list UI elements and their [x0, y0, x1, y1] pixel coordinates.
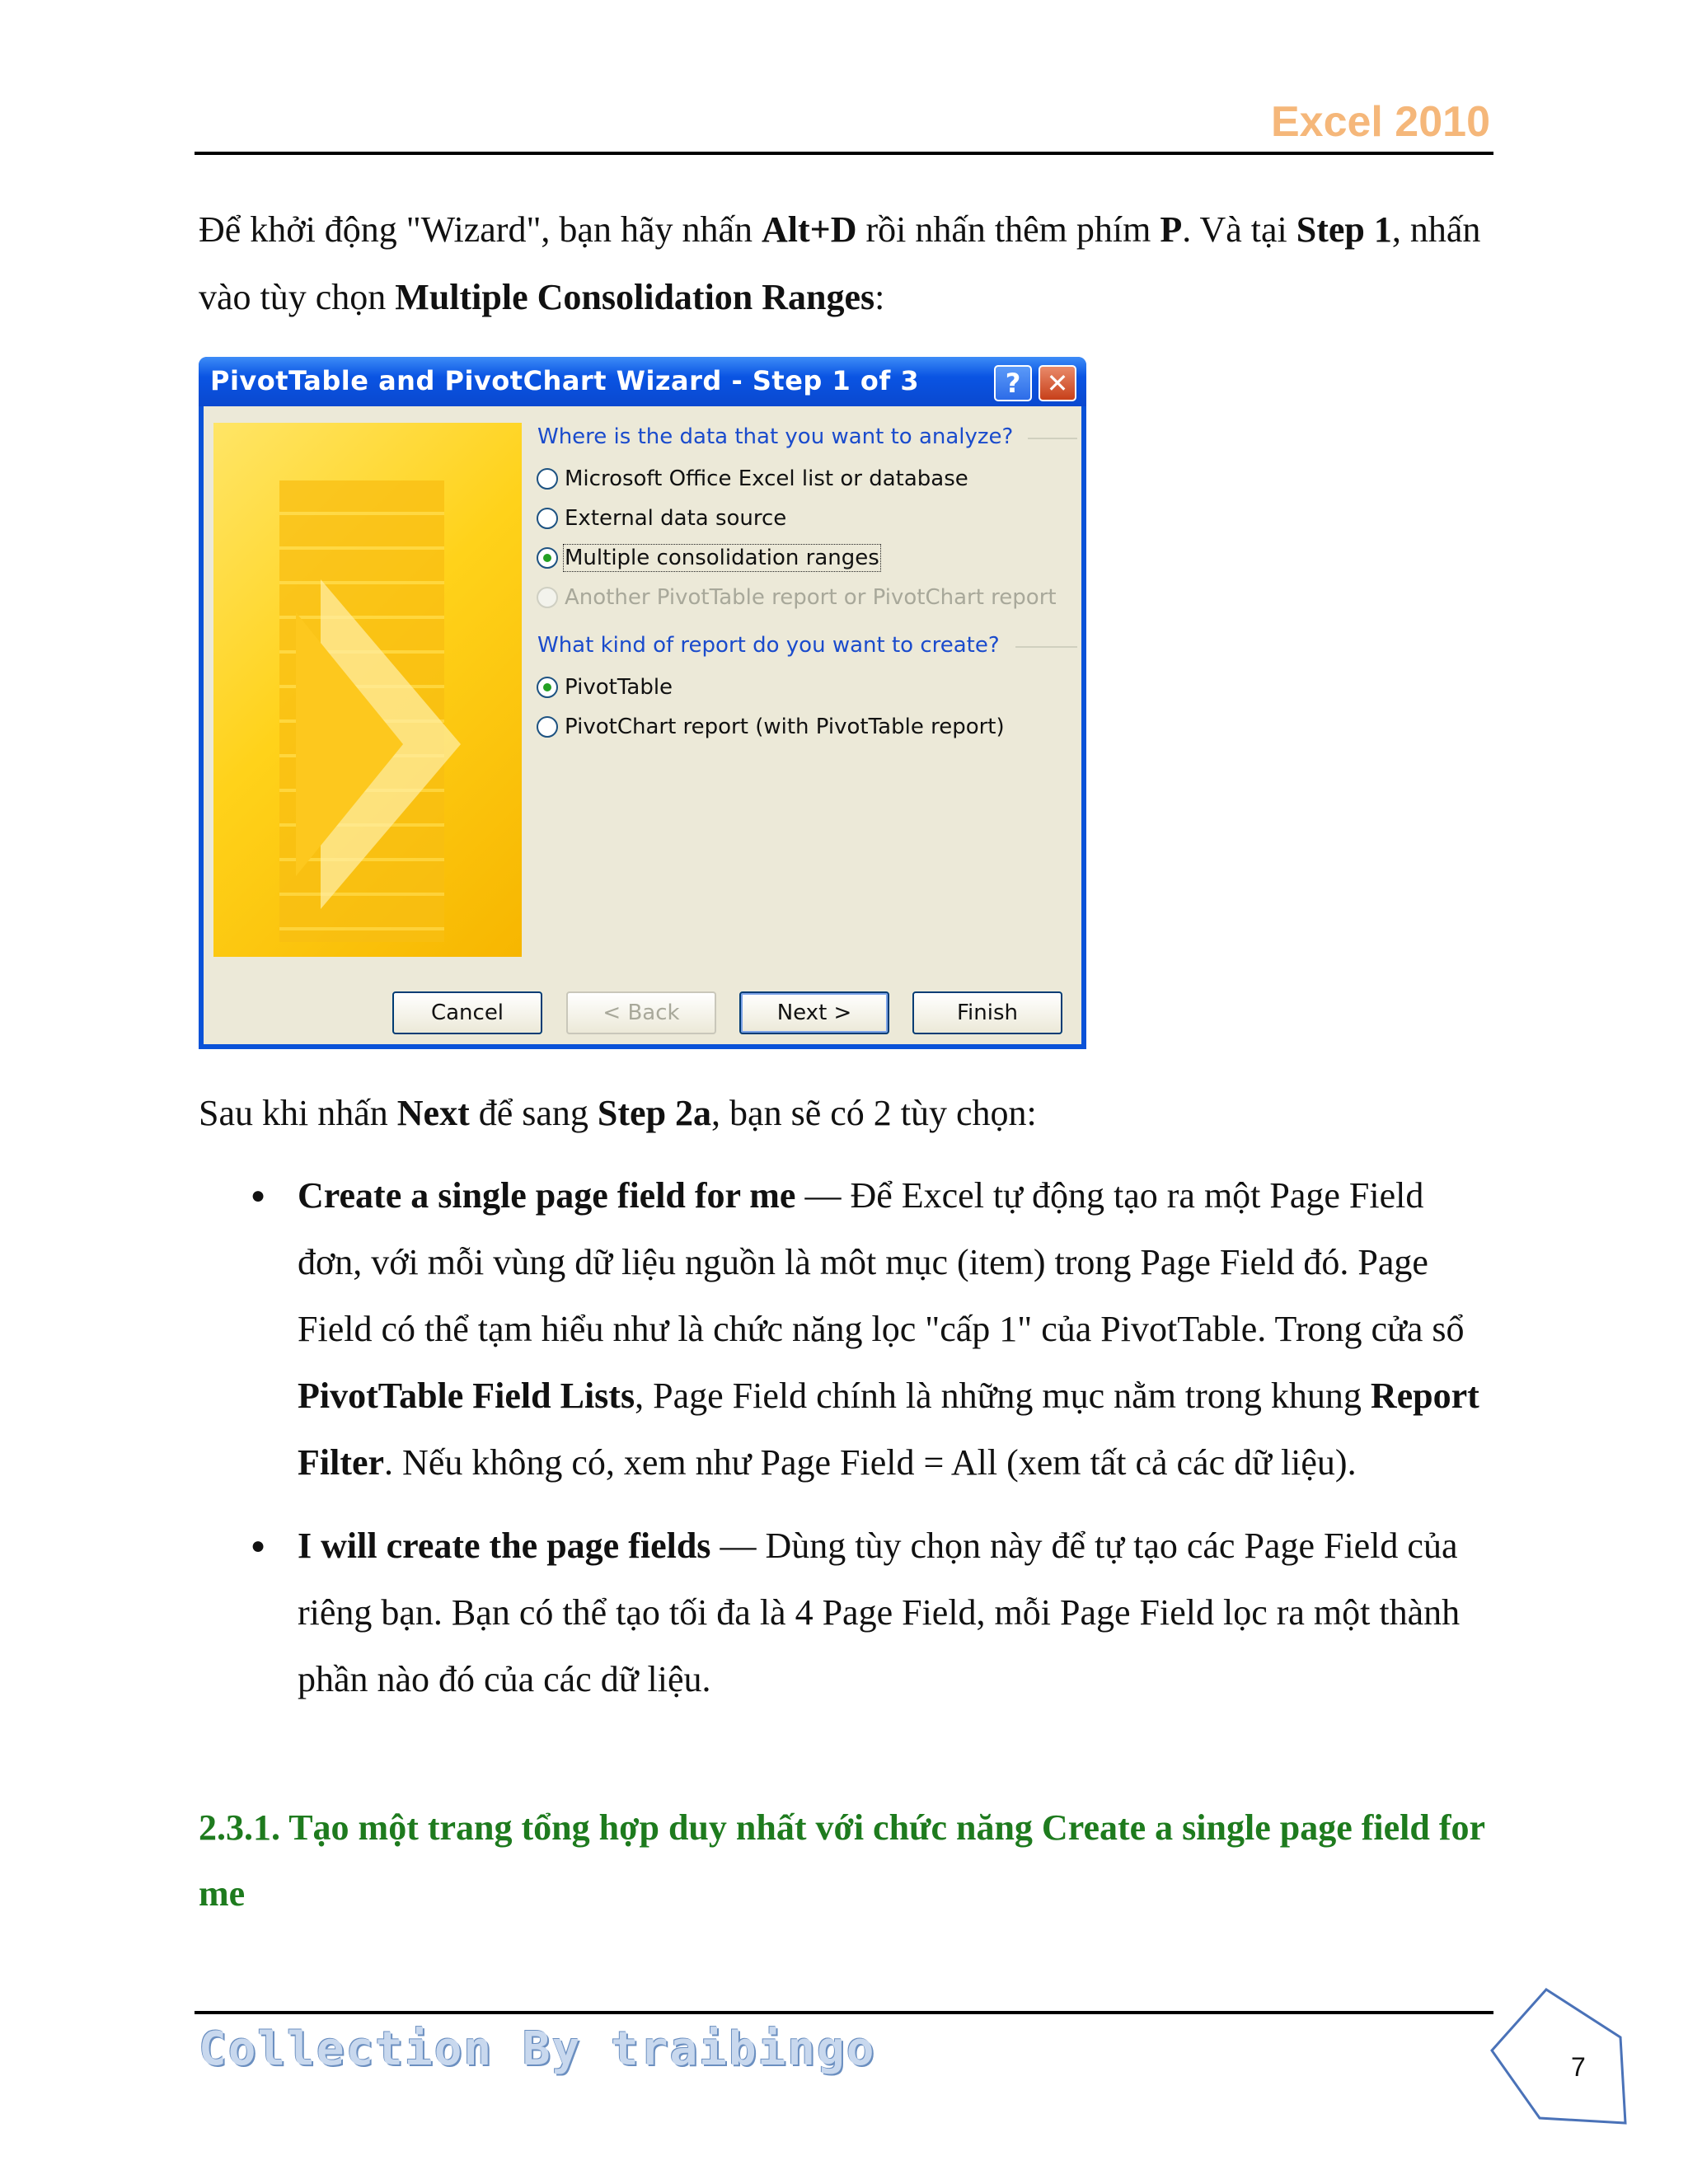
after-text: , bạn sẽ có 2 tùy chọn:: [711, 1093, 1037, 1133]
intro-text: :: [874, 277, 885, 317]
intro-key-altd: Alt+D: [762, 209, 857, 250]
radio-selected-dot: [543, 683, 551, 691]
list-item: [199, 1512, 1493, 1713]
group-divider: [1015, 646, 1077, 648]
list-item: [199, 1162, 1493, 1496]
after-paragraph: [199, 1080, 1493, 1147]
intro-text: , nhấn vào tùy chọn: [199, 209, 1481, 317]
bullet-icon: ●: [251, 1182, 266, 1209]
option-term: PivotTable Field Lists: [298, 1376, 635, 1416]
close-button[interactable]: ✕: [1039, 365, 1076, 401]
intro-paragraph: [199, 196, 1493, 331]
radio-option-multiple-ranges[interactable]: [565, 546, 879, 570]
group-label-report-type: What kind of report do you want to create?: [537, 633, 1000, 658]
page-number-frame-icon: [1489, 1986, 1629, 2126]
next-button[interactable]: Next >: [739, 991, 889, 1034]
chevron-graphic: [296, 612, 403, 876]
dialog-title: PivotTable and PivotChart Wizard - Step 1 of 3: [210, 365, 920, 396]
footer-brand: Collection By traibingo: [199, 2022, 876, 2076]
radio-button[interactable]: [537, 468, 558, 490]
radio-option-pivottable[interactable]: [565, 675, 673, 700]
footer-rule: [195, 2011, 1493, 2014]
option-label: Microsoft Office Excel list or database: [565, 466, 968, 491]
help-button[interactable]: ?: [994, 365, 1032, 401]
cancel-button[interactable]: Cancel: [392, 991, 542, 1034]
radio-button-disabled: [537, 587, 558, 608]
radio-button-selected[interactable]: [537, 677, 558, 698]
wizard-dialog: [199, 357, 1086, 1049]
option-title: Create a single page field for me: [298, 1175, 796, 1216]
group-divider: [1028, 438, 1077, 439]
wizard-illustration: [213, 423, 522, 957]
intro-step1: Step 1: [1296, 209, 1392, 250]
back-button: < Back: [566, 991, 716, 1034]
intro-text: Để khởi động "Wizard", bạn hãy nhấn: [199, 209, 762, 250]
dialog-body: [204, 406, 1081, 1044]
intro-text: . Và tại: [1182, 209, 1296, 250]
intro-text: rồi nhấn thêm phím: [856, 209, 1160, 250]
option-label: Multiple consolidation ranges: [565, 546, 879, 570]
after-next: Next: [396, 1093, 470, 1133]
option-label: PivotChart report (with PivotTable report): [565, 715, 1005, 739]
option-label: External data source: [565, 506, 787, 531]
option-text: , Page Field chính là những mục nằm trong khung: [635, 1376, 1371, 1416]
radio-selected-dot: [543, 554, 551, 562]
group-label-data-source: Where is the data that you want to analyze?: [537, 424, 1014, 449]
header-title: Excel 2010: [1270, 98, 1490, 146]
after-text: Sau khi nhấn: [199, 1093, 397, 1133]
option-label: Another PivotTable report or PivotChart report: [565, 585, 1057, 610]
options-list: [199, 1162, 1493, 1729]
option-text: . Nếu không có, xem như Page Field = All (xem tất cả các dữ liệu).: [384, 1442, 1357, 1483]
dialog-titlebar: [199, 357, 1086, 406]
radio-option-excel-list[interactable]: [565, 466, 968, 491]
radio-button[interactable]: [537, 508, 558, 529]
after-step2a: Step 2a: [597, 1093, 712, 1133]
radio-button-selected[interactable]: [537, 547, 558, 569]
page-number: 7: [1571, 2052, 1586, 2082]
option-text: — Để Excel tự động tạo ra một Page Field đơn, với mỗi vùng dữ liệu nguồn là môt mục (item) trong Page Field đó. Page Field có thể tạm hiểu như là chức năng lọc "cấp 1" của PivotTable. Trong cửa sổ: [298, 1175, 1465, 1349]
radio-option-another-report: [565, 585, 1057, 610]
after-text: để sang: [469, 1093, 598, 1133]
header-rule: [195, 152, 1493, 155]
radio-option-external-data[interactable]: [565, 506, 786, 531]
intro-option-name: Multiple Consolidation Ranges: [395, 277, 875, 317]
option-text: — Dùng tùy chọn này để tự tạo các Page Field của riêng bạn. Bạn có thể tạo tối đa là 4 Page Field, mỗi Page Field lọc ra một thành phần nào đó của các dữ liệu.: [298, 1526, 1461, 1699]
bullet-icon: ●: [251, 1532, 266, 1559]
option-label: PivotTable: [565, 675, 673, 700]
radio-option-pivotchart[interactable]: [565, 715, 1005, 739]
section-heading: 2.3.1. Tạo một trang tổng hợp duy nhất với chức năng Create a single page field for me: [199, 1807, 1485, 1914]
intro-key-p: P: [1160, 209, 1183, 250]
finish-button[interactable]: Finish: [912, 991, 1062, 1034]
option-term: Report Filter: [298, 1376, 1479, 1483]
radio-button[interactable]: [537, 716, 558, 738]
option-title: I will create the page fields: [298, 1526, 711, 1566]
